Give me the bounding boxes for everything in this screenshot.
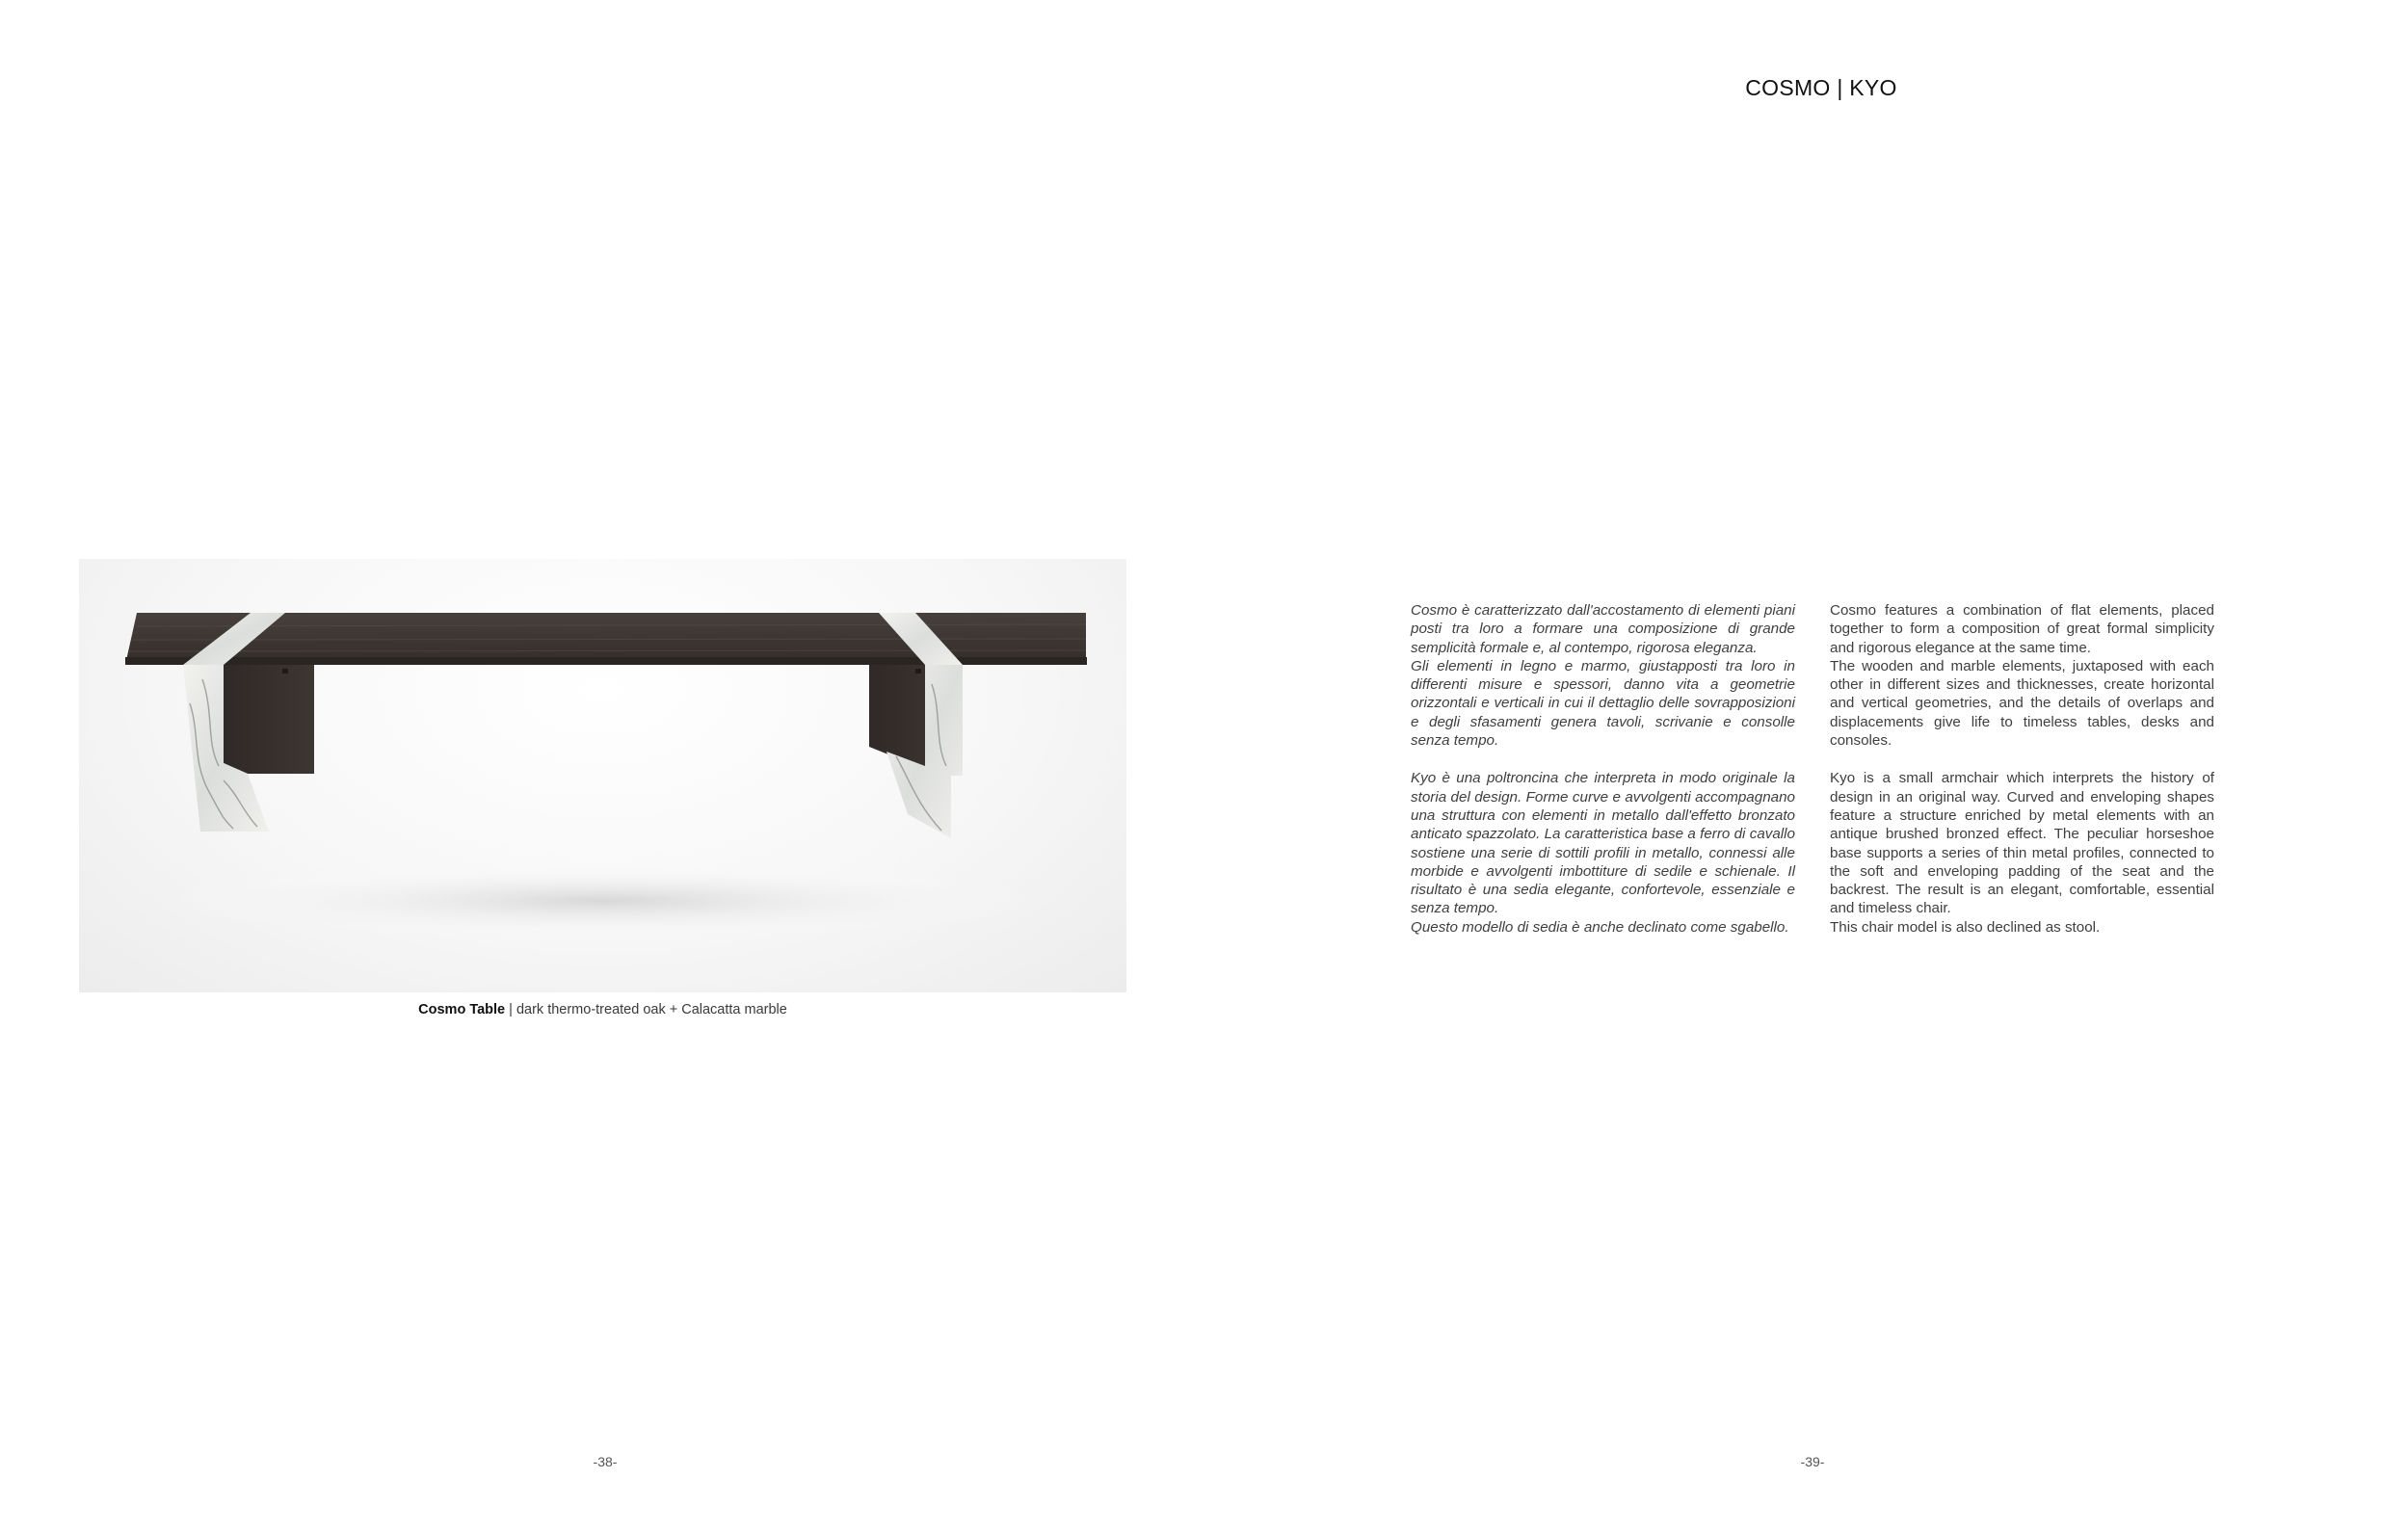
english-kyo-paragraph-1: Kyo is a small armchair which interprets the history of design in an original way. Curved and enveloping shapes feature a structure enriched by metal elements with an antique brushed bronzed effect. The peculiar horseshoe base supports a series of thin metal profiles, connected to the soft and enveloping padding of the seat and the backrest. The result is an elegant, comfortable, essential and timeless chair. <box>1830 770 2214 917</box>
page-number-right: -39- <box>1800 1454 1825 1469</box>
italian-kyo-paragraph-2: Questo modello di sedia è anche declinato come sgabello. <box>1411 918 1789 936</box>
italian-column <box>1411 601 1795 937</box>
caption-separator: | <box>505 1002 516 1017</box>
bolt-left <box>282 669 288 674</box>
italian-cosmo-paragraph-2: Gli elementi in legno e marmo, giustapposti tra loro in differenti misure e spessori, danno vita a geometrie orizzontali e verticali in cui il dettaglio delle sovrapposizioni e degli sfasamenti genera tavoli, scrivanie e consolle senza tempo. <box>1411 657 1795 750</box>
page-title: COSMO | KYO <box>1745 75 1897 100</box>
english-column <box>1830 601 2214 937</box>
italian-cosmo-paragraph-1: Cosmo è caratterizzato dall'accostamento di elementi piani posti tra loro a formare una composizione di grande semplicità formale e, al contempo, rigorosa eleganza. <box>1411 602 1795 656</box>
right-page <box>1204 0 2408 1532</box>
caption-description: dark thermo-treated oak + Calacatta marble <box>516 1002 787 1017</box>
cosmo-table-photo <box>79 559 1126 992</box>
left-leg-wood <box>224 665 314 774</box>
floor-shadow <box>151 862 1057 939</box>
page-number-left: -38- <box>593 1454 618 1469</box>
caption-product: Cosmo Table <box>418 1002 506 1017</box>
english-cosmo-paragraph-1: Cosmo features a combination of flat elements, placed together to form a composition of great formal simplicity and rigorous elegance at the same time. <box>1830 602 2214 656</box>
italian-kyo-paragraph-1: Kyo è una poltroncina che interpreta in modo originale la storia del design. Forme curve e avvolgenti accompagnano una struttura con elementi in metallo dall'effetto bronzato anticato spazzolato. La caratteristica base a ferro di cavallo sostiene una serie di sottili profili in metallo, connessi alle morbide e avvolgenti imbottiture di sedile e schienale. Il risultato è una sedia elegante, confortevole, essenziale e senza tempo. <box>1411 770 1795 917</box>
english-kyo-paragraph-2: This chair model is also declined as stool. <box>1830 918 2101 936</box>
english-cosmo-paragraph-2: The wooden and marble elements, juxtaposed with each other in different sizes and thicknesses, create horizontal and vertical geometries, and the details of overlaps and displacements give life to timeless tables, desks and consoles. <box>1830 657 2214 750</box>
photo-caption <box>79 1002 1126 1017</box>
cosmo-table-illustration <box>79 559 1126 992</box>
bolt-right <box>915 669 921 674</box>
